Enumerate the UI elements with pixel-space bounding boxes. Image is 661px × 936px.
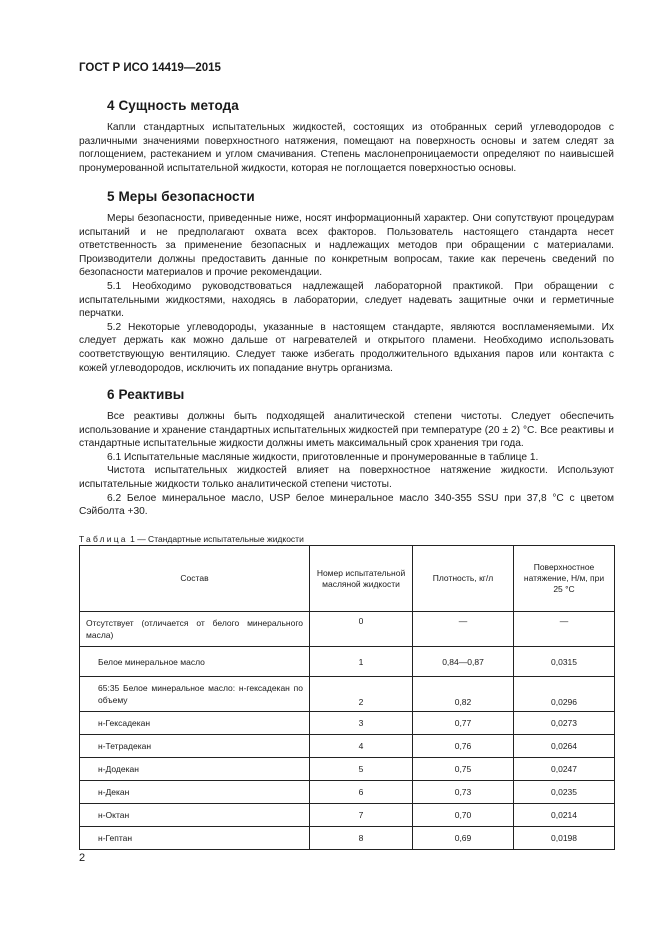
density-cell: 0,69: [413, 827, 514, 850]
table-row: [80, 827, 615, 850]
density-cell: 0,76: [413, 735, 514, 758]
composition-cell: н-Гексадекан: [80, 712, 310, 735]
number-cell: 8: [310, 827, 413, 850]
paragraph: Все реактивы должны быть подходящей аналитической степени чистоты. Следует обеспечить использование и хранение стандартных испытательных жидкостей при температуре (20 ± 2) °С. Все реактивы и стандартные испытательные жидкости должны иметь максимальный срок хранения три года.: [79, 411, 614, 450]
density-cell: 0,70: [413, 804, 514, 827]
number-cell: 2: [310, 677, 413, 712]
paragraph: Капли стандартных испытательных жидкостей, состоящих из отобранных серий углеводородов с различными значениями поверхностного натяжения, помещают на поверхность основы и затем следят за поглощением, растеканием и углом смачивания. Степень маслонепроницаемости определяют по наивысшей пронумерованной испытательной жидкости, которая не поглощается поверхностью основы.: [79, 122, 614, 174]
composition-cell: н-Декан: [80, 781, 310, 804]
number-cell: 4: [310, 735, 413, 758]
number-cell: 7: [310, 804, 413, 827]
number-cell: 6: [310, 781, 413, 804]
tension-cell: 0,0264: [514, 735, 615, 758]
tension-cell: 0,0247: [514, 758, 615, 781]
column-header: Номер испытательной масляной жидкости: [310, 546, 413, 612]
paragraph: 6.2 Белое минеральное масло, USP белое минеральное масло 340-355 SSU при 37,8 °С с цветом Сэйболта +30.: [79, 492, 614, 518]
paragraph: 5.1 Необходимо руководствоваться надлежащей лабораторной практикой. При обращении с испытательными жидкостями, находясь в лаборатории, следует надевать защитные очки и герметичные перчатки.: [79, 280, 614, 320]
number-cell: 1: [310, 647, 413, 677]
composition-cell: [80, 612, 310, 647]
composition-cell: н-Тетрадекан: [80, 735, 310, 758]
paragraph: Меры безопасности, приведенные ниже, носят информационный характер. Они сопутствуют процедурам испытаний и не предполагают охвата всех факторов. Пользователь настоящего стандарта несет ответственность за применение безопасных и надлежащих методов при обращении с материалами. Производители должны предоставить данные по конкретным вопросам, такие как перечень сведений по безопасности материалов и прочие рекомендации.: [79, 213, 614, 279]
page-number: 2: [79, 852, 86, 864]
density-cell: 0,84—0,87: [413, 647, 514, 677]
column-header: Поверхностное натяжение, Н/м, при 25 °С: [514, 546, 615, 612]
composition-cell: н-Гептан: [80, 827, 310, 850]
number-cell: 5: [310, 758, 413, 781]
density-cell: 0,82: [413, 677, 514, 712]
table-header-row: [80, 546, 615, 612]
composition-cell: н-Октан: [80, 804, 310, 827]
tension-cell: 0,0273: [514, 712, 615, 735]
section-4-title: 4 Сущность метода: [107, 98, 239, 113]
tension-cell: 0,0315: [514, 647, 615, 677]
composition-cell: [80, 677, 310, 712]
tension-cell: 0,0214: [514, 804, 615, 827]
table-caption-label: Таблица: [79, 534, 128, 544]
number-cell: 0: [310, 612, 413, 647]
density-cell: 0,75: [413, 758, 514, 781]
density-cell: 0,73: [413, 781, 514, 804]
paragraph: 5.2 Некоторые углеводороды, указанные в настоящем стандарте, являются воспламеняемыми. Их следует держать как можно дальше от нагревателей и открытого пламени. Необходимо использовать соответствующую вентиляцию. Следует также избегать продолжительного вдыхания паров или контакта с кожей углеводородов, исключить их попадание внутрь организма.: [79, 321, 614, 374]
table-row: [80, 612, 615, 647]
section-6-title: 6 Реактивы: [107, 387, 185, 402]
composition-text: 65:35 Белое минеральное масло: н-гексадекан по объему: [98, 683, 303, 705]
tension-cell: 0,0296: [514, 677, 615, 712]
paragraph: 6.1 Испытательные масляные жидкости, приготовленные и пронумерованные в таблице 1.: [107, 451, 539, 463]
table-row: [80, 758, 615, 781]
composition-text: Отсутствует (отличается от белого минерального масла): [86, 618, 303, 640]
standard-test-liquids-table: [79, 545, 615, 850]
section-6-body: [79, 410, 614, 519]
number-cell: 3: [310, 712, 413, 735]
tension-cell: —: [514, 612, 615, 647]
density-cell: 0,77: [413, 712, 514, 735]
composition-cell: Белое минеральное масло: [80, 647, 310, 677]
table-row: [80, 735, 615, 758]
density-cell: —: [413, 612, 514, 647]
tension-cell: 0,0235: [514, 781, 615, 804]
section-5-title: 5 Меры безопасности: [107, 189, 255, 204]
table-row: [80, 804, 615, 827]
section-4-body: [79, 121, 614, 175]
table-row: [80, 781, 615, 804]
tension-cell: 0,0198: [514, 827, 615, 850]
section-5-body: [79, 212, 614, 375]
paragraph: Чистота испытательных жидкостей влияет на поверхностное натяжение жидкости. Используют испытательные жидкости только аналитической степени чистоты.: [79, 465, 614, 490]
table-caption-text: 1 — Стандартные испытательные жидкости: [130, 534, 304, 544]
table-row: [80, 647, 615, 677]
table-row: [80, 712, 615, 735]
column-header: Состав: [80, 546, 310, 612]
column-header: Плотность, кг/л: [413, 546, 514, 612]
table-caption: [79, 534, 304, 544]
table-row: [80, 677, 615, 712]
composition-cell: н-Додекан: [80, 758, 310, 781]
document-header: ГОСТ Р ИСО 14419—2015: [79, 62, 221, 74]
